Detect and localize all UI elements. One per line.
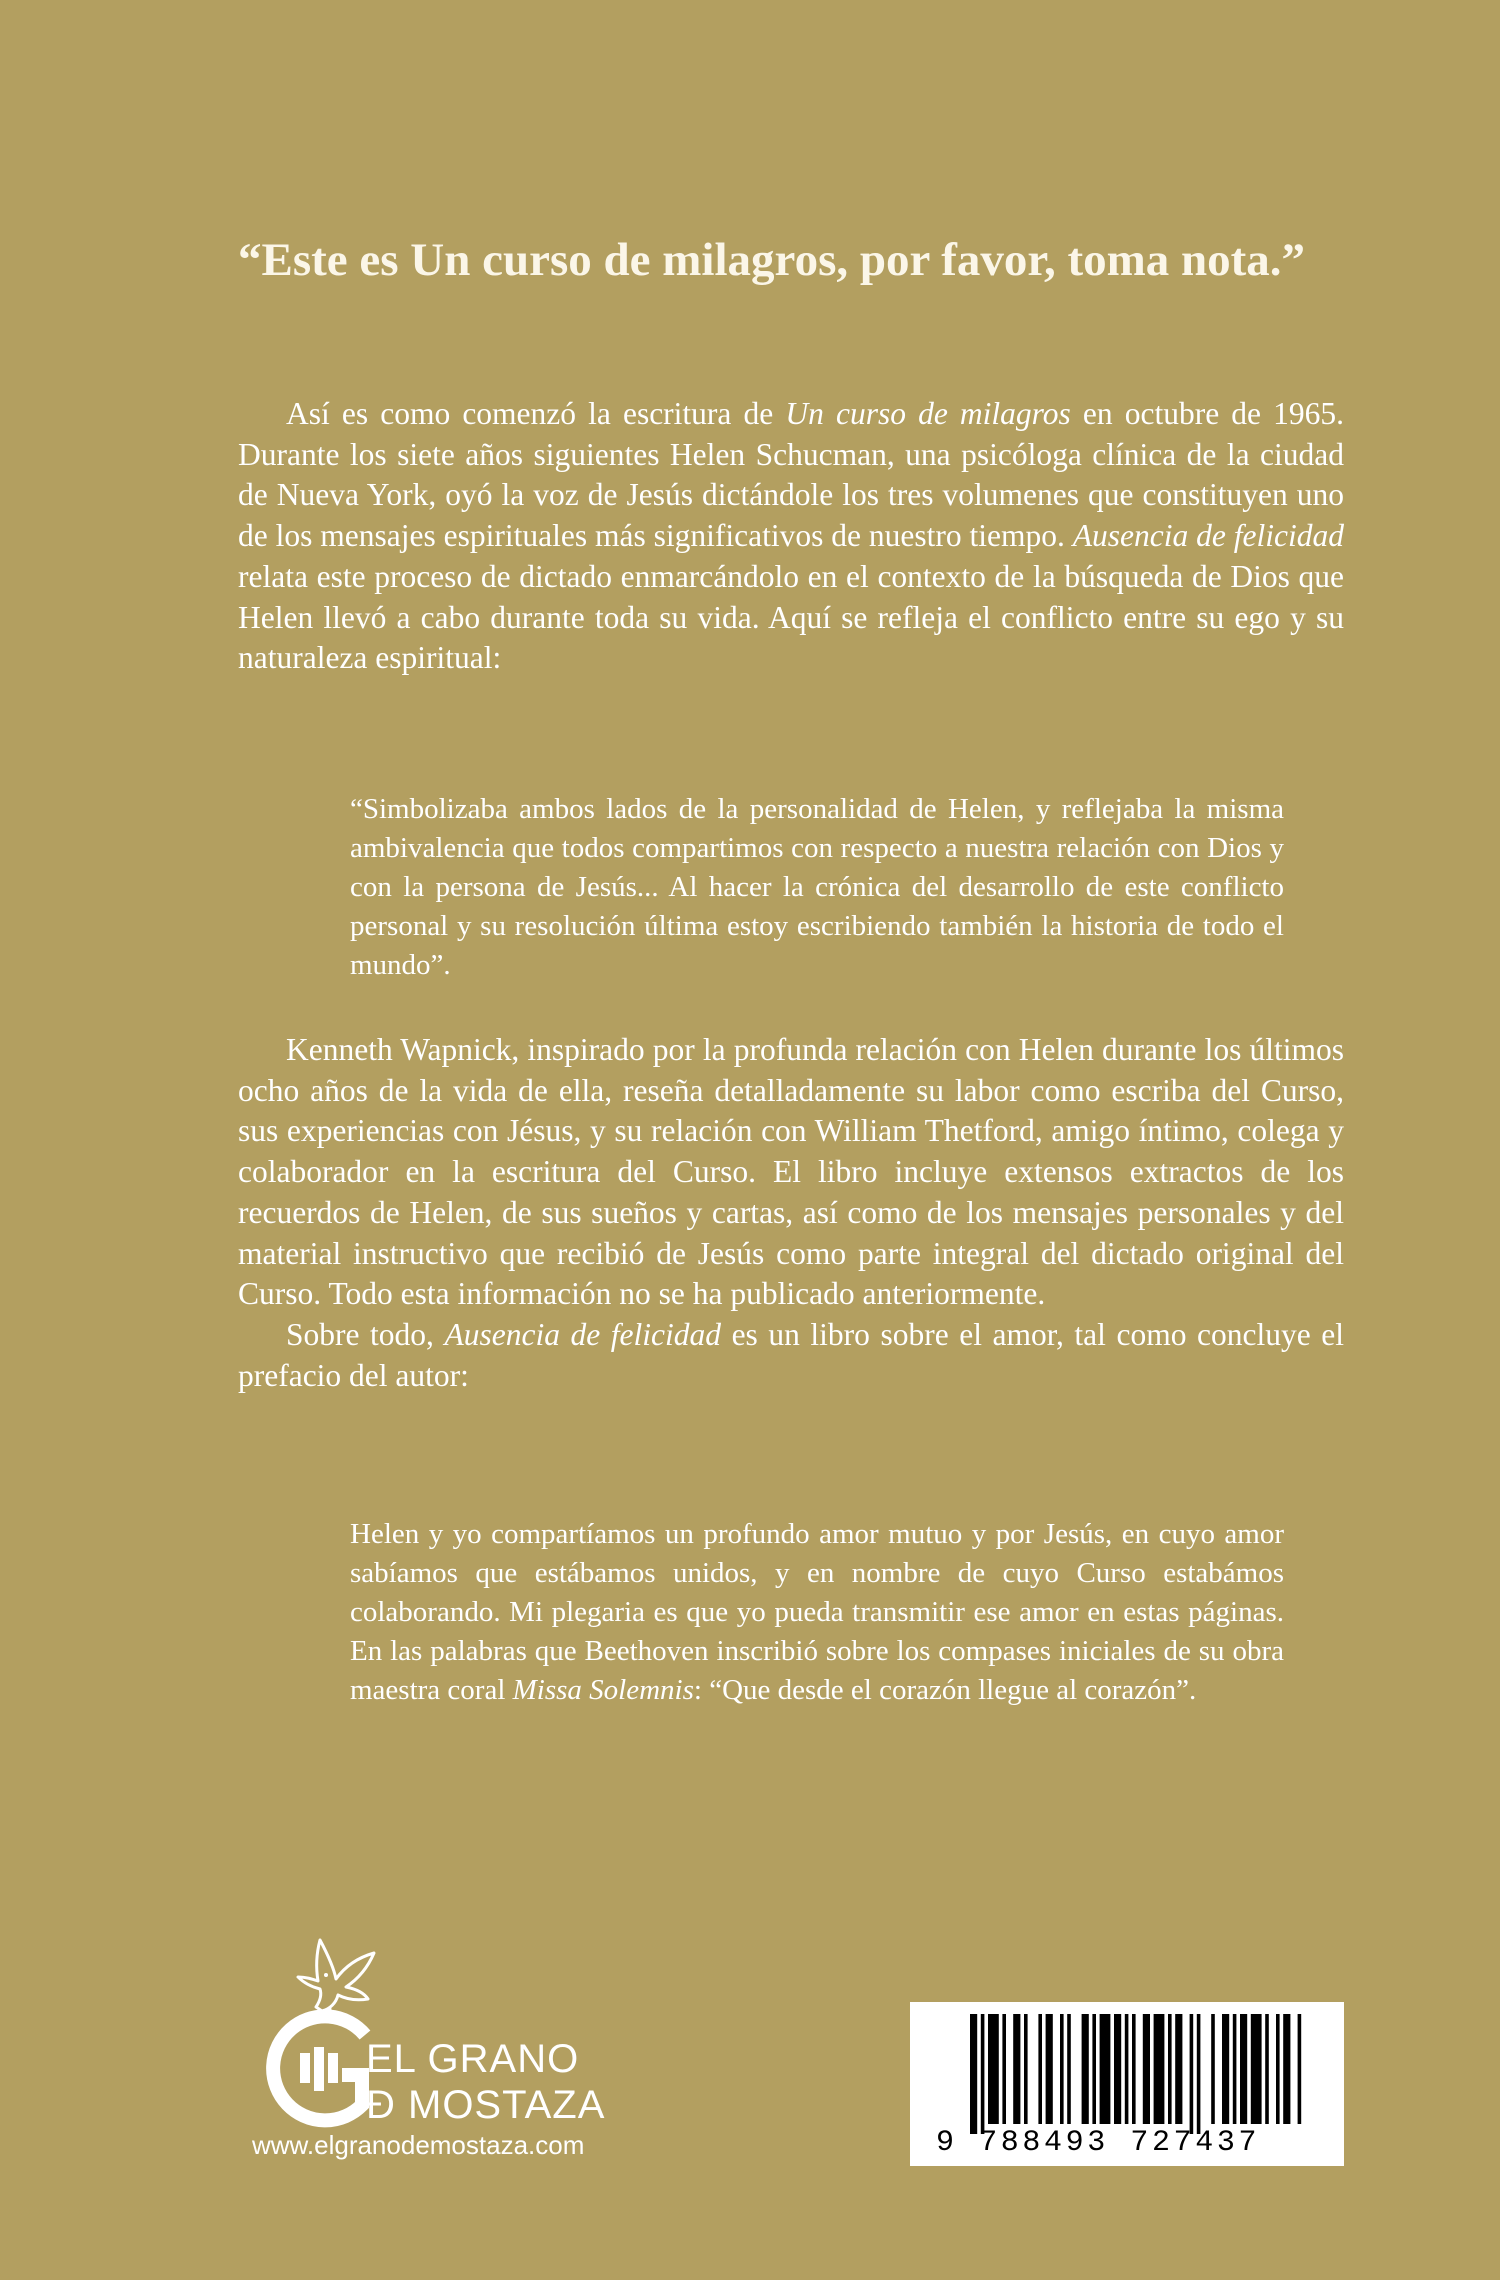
publisher-website: www.elgranodemostaza.com [252,2130,585,2160]
intro-text-1: Así es como comenzó la escritura de [286,396,786,431]
preface-quote-text-2: : “Que desde el corazón llegue al corazón”. [693,1674,1197,1706]
author-paragraph-text: Kenneth Wapnick, inspirado por la profunda relación con Helen durante los últimos ocho años de la vida de ella, reseña detalladamente su labor como escriba del Curso, sus experiencias con Jésus, y su relación con William Thetford, amigo íntimo, colega y colaborador en la escritura del Curso. El libro incluye extensos extractos de los recuerdos de Helen, de sus sueños y cartas, así como de los mensajes personales y del material instructivo que recibió de Jesús como parte integral del dictado original del Curso. Todo esta información no se ha publicado anteriormente. [238,1032,1344,1312]
barcode-bar [1092,2014,1096,2124]
intro-text-3: relata este proceso de dictado enmarcándolo en el contexto de la búsqueda de Dios que Helen llevó a cabo durante toda su vida. Aquí se refleja el conflicto entre su ego y su naturaleza espiritual: [238,558,1344,676]
barcode-bar [1211,2014,1215,2124]
barcode-bar [1168,2014,1172,2124]
barcode-bar [1024,2014,1028,2124]
barcode-bar [988,2014,999,2124]
barcode-bar [1265,2014,1269,2124]
barcode-bar [1132,2014,1136,2124]
preface-quote [350,1515,1284,1710]
isbn-barcode [910,2002,1344,2166]
love-text-1: Sobre todo, [286,1316,445,1352]
barcode-bar [1143,2014,1150,2124]
barcode-bar [1222,2014,1229,2124]
barcode-bar [981,2014,985,2134]
book-title-italic: Ausencia de felicidad [1072,518,1344,554]
publisher-name-line2: Đ MOSTAZA [366,2083,606,2127]
barcode-bar [1197,2014,1201,2134]
author-paragraph [238,1030,1344,1396]
barcode-bar [1251,2014,1262,2124]
barcode-bar [1175,2014,1182,2124]
book-title-italic: Un curso de milagros [785,396,1071,431]
intro-paragraph [238,394,1344,679]
missa-solemnis-italic: Missa Solemnis [512,1674,694,1706]
barcode-bar [1233,2014,1237,2124]
barcode-bar [1125,2014,1129,2124]
love-text-2: es un libro sobre el amor, tal como concluye el prefacio del autor: [238,1316,1344,1393]
publisher-name-line1: EL GRANO [366,2037,580,2081]
barcode-bar [1190,2014,1194,2134]
barcode-bar [1298,2014,1302,2124]
first-quote-text: “Simbolizaba ambos lados de la personalidad de Helen, y reflejaba la misma ambivalencia que todos compartimos con respecto a nuestra relación con Dios y con la persona de Jesús... Al hacer la crónica del desarrollo de este conflicto personal y su resolución última estoy escribiendo también la historia de todo el mundo”. [350,793,1284,981]
barcode-bar [1038,2014,1042,2124]
barcode-bar [1082,2014,1089,2124]
barcode-bar [1013,2014,1020,2124]
barcode-bar [1240,2014,1247,2124]
first-quote [350,790,1284,985]
barcode-bar [970,2014,977,2134]
barcode-bar [1046,2014,1053,2124]
barcode-bar [1100,2014,1111,2124]
barcode-bar [1067,2014,1071,2124]
barcode-bar [1060,2014,1064,2124]
barcode-bar [1002,2014,1006,2124]
back-cover-headline: “Este es Un curso de milagros, por favor, toma nota.” [238,234,1306,286]
intro-text-2: en octubre de 1965. Durante los siete años siguientes Helen Schucman, una psicóloga clínica de la ciudad de Nueva York, oyó la voz de Jesús dictándole los tres volumenes que constituyen uno de los mensajes espirituales más significativos de nuestro tiempo. [238,396,1345,554]
publisher-logo [250,1935,680,2135]
barcode-bar [1114,2014,1121,2124]
barcode-bar [1276,2014,1280,2124]
preface-quote-text-1: Helen y yo compartíamos un profundo amor mutuo y por Jesús, en cuyo amor sabíamos que estábamos unidos, y en nombre de cuyo Curso estabámos colaborando. Mi plegaria es que yo pueda transmitir ese amor en estas páginas. En las palabras que Beethoven inscribió sobre los compases iniciales de su obra maestra coral [350,1518,1284,1706]
barcode-bar [1154,2014,1165,2124]
book-title-italic: Ausencia de felicidad [444,1316,722,1352]
barcode-bar [1283,2014,1290,2124]
barcode-digits: 9 788493 727437 [936,2126,1261,2160]
